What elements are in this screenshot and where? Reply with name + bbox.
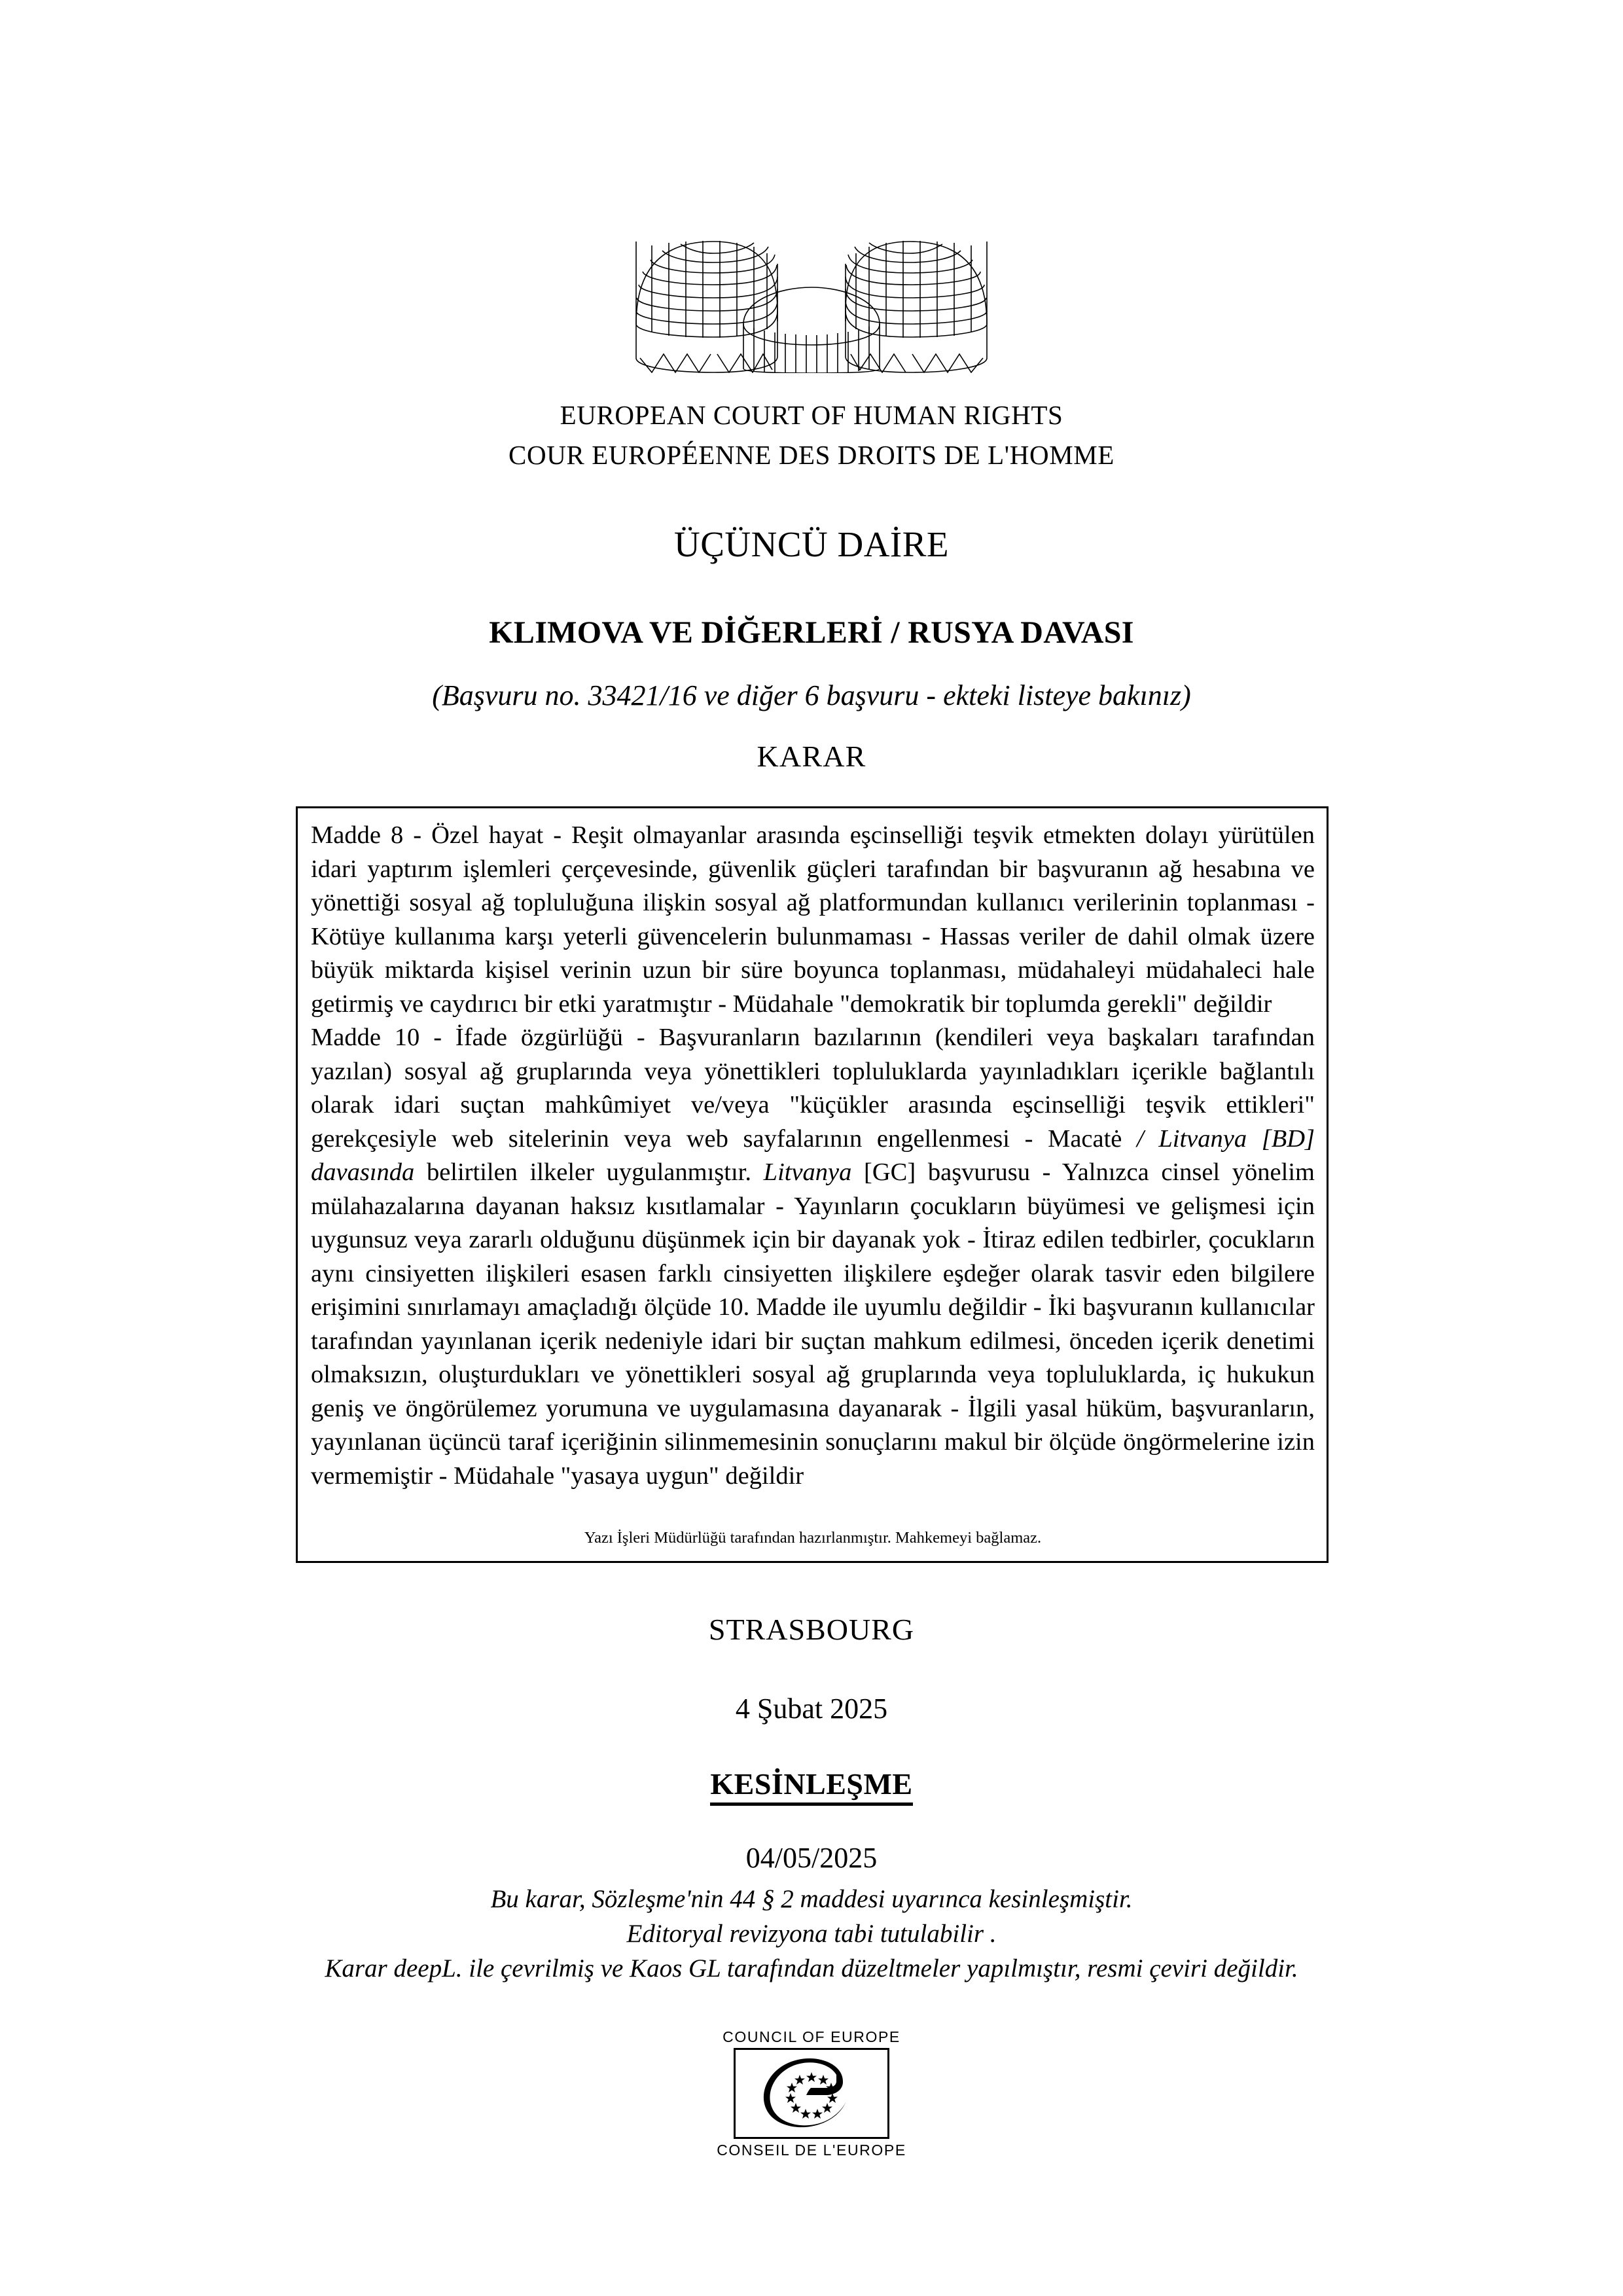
footnote-final-clause: Bu karar, Sözleşme'nin 44 § 2 maddesi uyarınca kesinleşmiştir. [490,1885,1133,1913]
summary-text-a: Madde 10 - İfade özgürlüğü - Başvuranların bazılarının (kendileri veya başkaları tarafından yazılan) sosyal ağ gruplarında veya yönettikleri topluluklarda yayınladıkları içerikle bağlantılı olarak idari suçtan mahkûmiyet ve/veya "küçükler arasında eşcinselliği teşvik ettikleri" gerekçesiyle web sitelerinin veya web sayfalarının engellenmesi - Macatė [311,1024,1315,1153]
court-name-fr: COUR EUROPÉENNE DES DROITS DE L'HOMME [508,440,1115,470]
final-label [0,1766,1623,1803]
coe-e-stars-emblem [734,2048,889,2139]
coe-name-fr: CONSEIL DE L'EUROPE [717,2142,906,2159]
case-title: KLIMOVA VE DİĞERLERİ / RUSYA DAVASI [489,615,1134,650]
judgment-date: 4 Şubat 2025 [735,1693,888,1725]
section-title: ÜÇÜNCÜ DAİRE [673,524,950,564]
document-type-heading: KARAR [757,740,866,773]
summary-case-citation-1: / Litvanya [BD] davasında [311,1124,1315,1186]
echr-building-logo [0,232,1623,373]
footnote-translation-credit: Karar deepL. ile çevrilmiş ve Kaos GL tarafından düzeltmeler yapılmıştır, resmi çeviri değildir. [325,1954,1298,1982]
summary-case-citation-2: Litvanya [763,1158,852,1186]
coe-name-en: COUNCIL OF EUROPE [722,2028,901,2045]
summary-paragraph-article10 [311,1021,1315,1493]
registry-disclaimer: Yazı İşleri Müdürlüğü tarafından hazırlanmıştır. Mahkemeyi bağlamaz. [584,1529,1042,1547]
final-date: 04/05/2025 [745,1842,878,1874]
application-number-note: (Başvuru no. 33421/16 ve diğer 6 başvuru - ekteki listeye bakınız) [432,679,1191,711]
court-name-en: EUROPEAN COURT OF HUMAN RIGHTS [560,400,1063,430]
summary-text-c: [GC] başvurusu - Yalnızca cinsel yönelim mülahazalarına dayanan haksız kısıtlamalar - Yayınların çocukların büyümesi ve gelişmesi için uygunsuz veya zararlı olduğunu düşünmek için bir dayanak yok - İtiraz edilen tedbirler, çocukların aynı cinsiyetten ilişkileri esasen farklı cinsiyetten ilişkilere eşdeğer olarak tasvir eden bilgilere erişimini sınırlamayı amaçladığı ölçüde 10. Madde ile uyumlu değildir - İki başvuranın kullanıcılar tarafından yayınlanan içerik nedeniyle idari bir suçtan mahkum edilmesi, önceden içerik denetimi olmaksızın, oluşturdukları ve yönettikleri sosyal ağ gruplarında veya topluluklarda, iç hukukun geniş ve öngörülemez yorumuna ve uygulamasına dayanarak - İlgili yasal hüküm, başvuranların, yayınlanan üçüncü taraf içeriğinin silinmemesinin sonuçlarını makul bir ölçüde öngörmelerine izin vermemiştir - Müdahale "yasaya uygun" değildir [311,1158,1315,1490]
final-label-text: KESİNLEŞME [710,1767,912,1806]
court-names [0,395,1623,475]
footnotes [314,1882,1309,1986]
footnote-editorial-revision: Editoryal revizyona tabi tutulabilir . [626,1920,997,1948]
council-of-europe-logo [0,2028,1623,2159]
summary-text-b: belirtilen ilkeler uygulanmıştır. [414,1158,764,1186]
summary-box [296,806,1329,1563]
summary-paragraph-article8: Madde 8 - Özel hayat - Reşit olmayanlar arasında eşcinselliği teşvik etmekten dolayı yürütülen idari yaptırım işlemleri çerçevesinde, güvenlik güçleri tarafından bir başvuranın ağ hesabına ve yönettiği sosyal ağ topluluğuna ilişkin sosyal ağ platformundan kullanıcı verilerinin toplanması - Kötüye kullanıma karşı yeterli güvencelerin bulunmaması - Hassas veriler de dahil olmak üzere büyük miktarda kişisel verinin uzun bir süre boyunca toplanması, müdahaleyi müdahaleci hale getirmiş ve caydırıcı bir etki yaratmıştır - Müdahale "demokratik bir toplumda gerekli" değildir [311,821,1315,1018]
place-of-judgment: STRASBOURG [708,1613,915,1646]
